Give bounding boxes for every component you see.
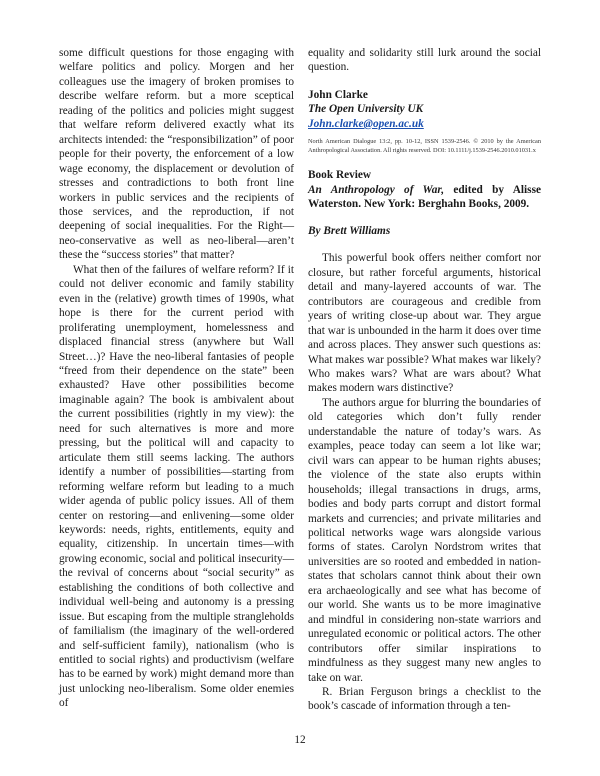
section-label: Book Review xyxy=(308,169,372,182)
book-details: edited by Alisse Waterston. New York: Berghahn Books, 2009. xyxy=(308,183,541,211)
citation-footnote: North American Dialogue 13:2, pp. 10-12, ISSN 1539-2546. © 2010 by the American Anthropological Association. All rights reserved. DOI: 10.1111/j.1539-2546.2010.01031.x xyxy=(308,138,541,155)
book-title: An Anthropology of War, xyxy=(308,183,445,196)
review-body xyxy=(308,251,541,714)
author-email-link[interactable]: John.clarke@open.ac.uk xyxy=(308,117,424,130)
body-paragraph: What then of the failures of welfare reform? If it could not deliver economic and family stability even in the (relative) growth times of 1990s, what hope is there for the current period with proliferating unemployment, homelessness and displaced financial stress (anywhere but Wall Street…)? Have the neo-liberal fantasies of people “freed from their dependence on the state” been exhausted? Have other possibilities become imaginable again? The book is ambivalent about the current possibilities (rightly in my view): the need for such alternatives is more and more pressing, but the political will and capacity to articulate them still seems lacking. The authors identify a number of possibilities—starting from reforming welfare reform but leading to a much wider agenda of public policy issues. All of them center on restoring—and enlivening—some older keywords: needs, rights, entitlements, equity and equality, citizenship. In uncertain times—with growing economic, social and political insecurity—the revival of concerns about “social security” as establishing the conditions of both collective and individual well-being and autonomy is a pressing issue. But escaping from the multiple strangleholds of familialism (the imaginary of the well-ordered and self-sufficient family), nationalism (who is entitled to social rights) and productivism (welfare has to be earned by work) might demand more than just unlocking neo-liberalism. Some older enemies of xyxy=(59,263,294,710)
author-affiliation: The Open University UK xyxy=(308,103,424,116)
reviewer-byline: By Brett Williams xyxy=(308,224,391,237)
page-number: 12 xyxy=(294,734,306,746)
author-name: John Clarke xyxy=(308,88,368,101)
review-paragraph: R. Brian Ferguson brings a checklist to the book’s cascade of information through a ten- xyxy=(308,686,541,713)
closing-paragraph: equality and solidarity still lurk around the social question. xyxy=(308,47,541,74)
review-paragraph: The authors argue for blurring the boundaries of old categories which don’t fully render understandable the nature of today’s wars. As examples, peace today can seem a lot like war; civil wars can appear to be human rights abuses; the violence of the state also erupts within households; illegal transactions in drugs, arms, bodies and body parts corrupt and distort formal markets and currencies; and private militaries and political networks wage wars alongside various forms of states. Carolyn Nordstrom writes that universities are so rooted and embedded in nation-states that scholars cannot think about their own era archaeologically and see what has become of our world. She wants us to be more imaginative and mindful in considering non-state warriors and unregulated economic or political actors. The other contributors offer similar inspirations to mindfulness as they suggest many new angles to take on war. xyxy=(308,396,541,684)
author-signature xyxy=(308,88,541,132)
review-book-citation xyxy=(308,183,541,212)
review-paragraph: This powerful book offers neither comfort nor closure, but rather forceful arguments, historical detail and many-layered accounts of war. The contributors are courageous and credible from years of writing close-up about war. They argue that war is unbounded in the harm it does over time and across places. They answer such questions as: What makes war possible? What makes war likely? Who makes wars? What are wars about? What makes modern wars distinctive? xyxy=(308,252,541,395)
book-review-header xyxy=(308,168,541,212)
left-column xyxy=(59,46,294,711)
body-paragraph: some difficult questions for those engaging with welfare politics and policy. Morgen and her colleagues use the imagery of broken promises to describe welfare reform. but a more sceptical reading of the politics and policies might suggest that welfare reform delivered exactly what its architects intended: the “responsibilization” of poor people for their poverty, the enforcement of a low wage economy, the displacement or devolution of stresses and contradictions to both front line workers in public services and the recipients of those services, and the reproduction, if not deepening of social inequalities. For the Right—neo-conservative as well as neo-liberal—aren’t these the “success stories” that matter? xyxy=(59,47,294,262)
right-column xyxy=(308,46,541,714)
